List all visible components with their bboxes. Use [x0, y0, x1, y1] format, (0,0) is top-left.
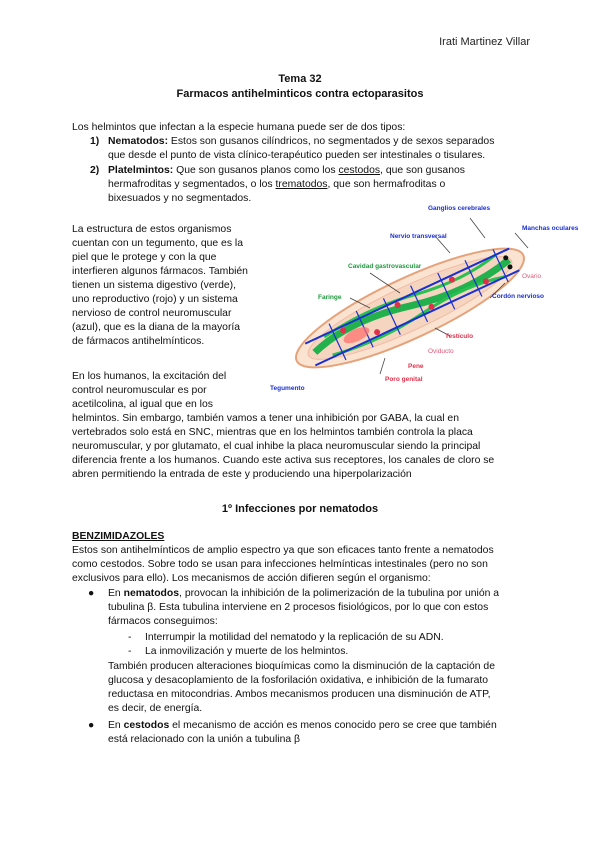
text-line: interfieren algunos fármacos. También [72, 266, 248, 277]
list-item-1 [108, 135, 528, 163]
bullet-dot: ● [88, 588, 95, 599]
label-manchas: Manchas oculares [522, 225, 579, 232]
bullet-nematodos [108, 587, 538, 629]
human-paragraph-long [72, 412, 532, 482]
author-name: Irati Martinez Villar [439, 36, 530, 48]
list-item-2-text-d: , que son hermafroditas o [327, 179, 446, 190]
also-paragraph [108, 660, 538, 716]
section-title: 1º Infecciones por nematodos [221, 503, 379, 515]
bullet-dot: ● [88, 720, 95, 731]
dash-item-1: Interrumpir la motilidad del nematodo y la replicación de su ADN. [145, 632, 444, 643]
dash-marker: - [128, 632, 132, 643]
text-line: helmintos. Sin embargo, también vamos a tener una inhibición por GABA, la cual en [72, 413, 459, 424]
list-item-2-text-a: Que son gusanos planos como los [173, 165, 339, 176]
label-testiculo: Testículo [445, 333, 474, 340]
dash-item-2: La inmovilización y muerte de los helmintos. [145, 646, 349, 657]
term-nematodos-bullet: nematodos [123, 588, 180, 599]
trematodos-text: trematodos [275, 179, 328, 190]
list-item-2-text-c: hermafroditas y segmentados, o los [108, 179, 276, 190]
text-line: como cestodos. Sobre todo se usan para infecciones helmínticas intestinales (pero no son [72, 559, 488, 570]
text-line: Estos son antihelmínticos de amplio espectro ya que son eficaces tanto frente a nematodos [72, 545, 494, 556]
page-title: Farmacos antihelminticos contra ectoparasitos [176, 88, 424, 100]
label-tegumento: Tegumento [270, 385, 305, 392]
text-line: La estructura de estos organismos [72, 224, 232, 235]
term-cestodos-bullet: cestodos [123, 720, 170, 731]
text-line: También producen alteraciones bioquímicas como la disminución de la captación de [108, 661, 495, 672]
structure-paragraph [72, 223, 262, 349]
label-nervio: Nervio transversal [390, 233, 447, 240]
benzimidazoles-heading: BENZIMIDAZOLES [72, 531, 165, 542]
label-cavidad: Cavidad gastrovascular [348, 263, 422, 270]
list-item-1-text: Estos son gusanos cilíndricos, no segmentados y de sexos separados [168, 136, 495, 147]
bullet2-post: el mecanismo de acción es menos conocido pero se cree que también [169, 720, 497, 731]
text-line: abren permitiendo la entrada de este y produciendo una hiperpolarización [72, 469, 412, 480]
bullet-line3: fármacos conseguimos: [108, 616, 218, 627]
list-item-2-text-b: , que son gusanos [380, 165, 465, 176]
text-line: neuromuscular, y por glutamato, el cual inhibe la placa neuromuscular siendo la principal [72, 441, 481, 452]
text-line: es decir, de energía. [108, 703, 203, 714]
label-cordon: Cordón nervioso [492, 293, 545, 300]
text-line: nervioso de control neuromuscular [72, 308, 232, 319]
text-line: reductasa en mitocondrias. Ambos mecanismos producen una disminución de ATP, [108, 689, 491, 700]
list-item-2-line3: bixesuados y no segmentados. [108, 193, 252, 204]
bullet2-line2: está relacionado con la unión a tubulina β [108, 734, 300, 745]
text-line: cuentan con un tegumento, que es la [72, 238, 243, 249]
text-line: uno reproductivo (rojo) y un sistema [72, 294, 238, 305]
term-platelmintos: Platelmintos: [108, 165, 174, 176]
text-line: diferencia frente a los humanos. Cuando este activa sus receptores, los canales de cloro se [72, 455, 495, 466]
text-line: glucosa y desacoplamiento de la fosforilación oxidativa, e inhibición de la fumarato [108, 675, 489, 686]
list-item-1-line2: que desde el punto de vista clínico-terapéutico pueden ser intestinales o tisulares. [108, 150, 486, 161]
cestodos-link-text: cestodos [338, 165, 381, 176]
dash-marker: - [128, 646, 132, 657]
text-line: piel que le protege y con la que [72, 252, 217, 263]
label-ganglios: Ganglios cerebrales [428, 205, 491, 212]
text-line: vertebrados solo está en SNC, mientras que en los helmintos también controla la placa [72, 427, 473, 438]
text-line: de fármacos antihelmínticos. [72, 336, 205, 347]
benzimidazoles-paragraph [72, 544, 532, 586]
label-ovario: Ovario [522, 273, 542, 280]
text-line: En los humanos, la excitación del [72, 371, 227, 382]
flatworm-anatomy-figure [260, 198, 579, 398]
list-number-2: 2) [90, 165, 100, 176]
text-line: (azul), que es la diana de la mayoría [72, 322, 241, 333]
text-line: tienen un sistema digestivo (verde), [72, 280, 237, 291]
text-line: exclusivos para ello). Los mecanismos de acción difieren según el organismo: [72, 573, 431, 584]
label-poro: Poro genital [385, 376, 423, 383]
label-faringe: Faringe [318, 294, 342, 301]
bullet-line2: tubulina β. Esta tubulina interviene en 2 procesos fisiológicos, por lo que con estos [108, 602, 489, 613]
topic-number: Tema 32 [278, 73, 322, 85]
bullet-pre: En [108, 588, 124, 599]
label-oviducto: Oviducto [428, 348, 454, 355]
text-line: control neuromuscular es por [72, 385, 207, 396]
list-number-1: 1) [90, 136, 100, 147]
intro-text: Los helmintos que infectan a la especie humana puede ser de dos tipos: [72, 122, 406, 133]
bullet2-pre: En [108, 720, 124, 731]
label-pene: Pene [408, 363, 424, 370]
bullet-cestodos [108, 719, 538, 747]
human-paragraph-short [72, 370, 262, 412]
bullet-post: , provocan la inhibición de la polimerización de la tubulina por unión a [179, 588, 500, 599]
term-nematodos: Nematodos: [108, 136, 169, 147]
flatworm-diagram [260, 198, 579, 398]
text-line: acetilcolina, al igual que en los [72, 399, 213, 410]
